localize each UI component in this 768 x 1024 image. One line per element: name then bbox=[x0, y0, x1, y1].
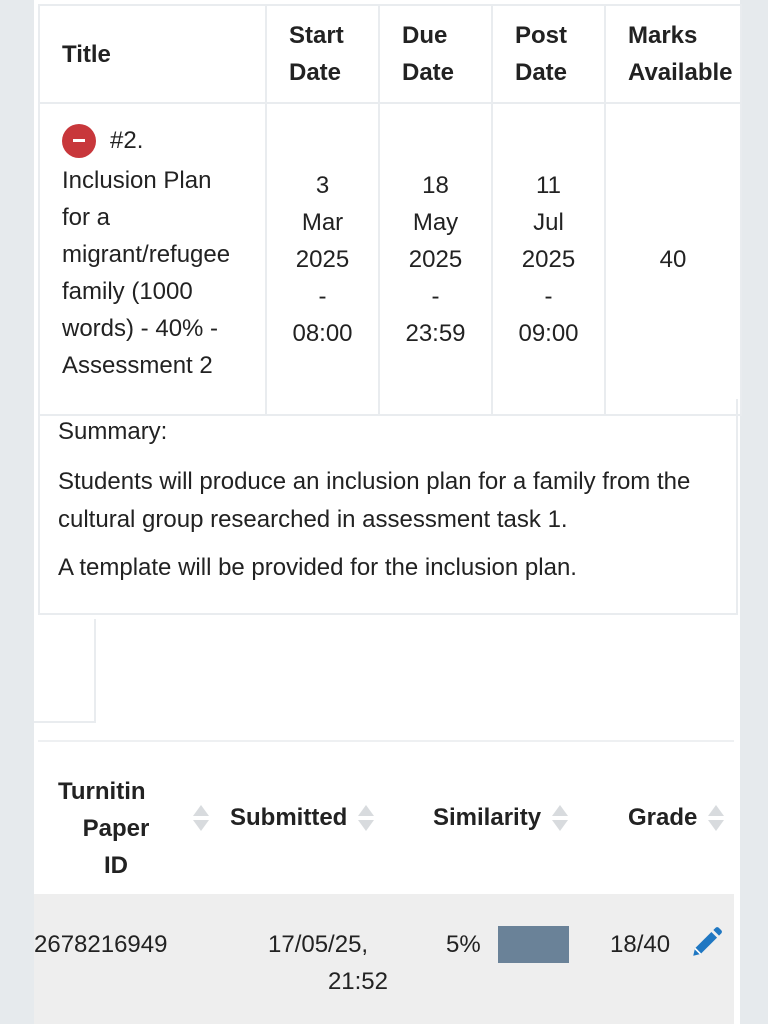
summary-label: Summary: bbox=[58, 418, 168, 445]
title-line: for a bbox=[62, 204, 111, 231]
post-time: 09:00 bbox=[518, 319, 579, 347]
header-grade[interactable] bbox=[628, 799, 725, 836]
submitted-value bbox=[268, 926, 388, 1000]
post-dash: - bbox=[544, 282, 553, 310]
empty-cell bbox=[34, 619, 96, 723]
submission-header-row bbox=[34, 762, 734, 894]
due-date-cell bbox=[379, 103, 492, 415]
start-year: 2025 bbox=[295, 245, 350, 273]
sort-icon[interactable] bbox=[357, 803, 375, 833]
start-month: Mar bbox=[301, 208, 344, 236]
marks-available-cell bbox=[605, 103, 741, 415]
due-year: 2025 bbox=[408, 245, 463, 273]
sort-icon[interactable] bbox=[551, 803, 569, 833]
header-due-line1: Due bbox=[402, 22, 448, 49]
due-time: 23:59 bbox=[405, 319, 466, 347]
header-paper-id[interactable] bbox=[56, 762, 196, 894]
due-month: May bbox=[412, 208, 459, 236]
similarity-report-bar[interactable] bbox=[498, 926, 569, 963]
title-line: Inclusion Plan bbox=[62, 167, 212, 194]
submitted-time: 21:52 bbox=[327, 968, 388, 995]
header-title-label: Title bbox=[62, 40, 111, 68]
header-due-line2: Date bbox=[402, 59, 455, 86]
assignment-header-row bbox=[39, 5, 741, 103]
submission-row[interactable] bbox=[34, 894, 734, 1024]
start-date-cell bbox=[266, 103, 379, 415]
pencil-icon[interactable] bbox=[689, 926, 723, 960]
title-line: words) - 40% - bbox=[62, 315, 219, 342]
assignment-title-cell bbox=[39, 103, 266, 415]
post-day: 11 bbox=[536, 171, 561, 199]
header-start-line1: Start bbox=[289, 22, 344, 49]
minus-circle-icon[interactable] bbox=[62, 124, 96, 158]
header-post-line2: Date bbox=[515, 59, 568, 86]
header-similarity-label: Similarity bbox=[433, 804, 542, 831]
title-line: family (1000 bbox=[62, 278, 193, 305]
title-line: migrant/refugee bbox=[62, 241, 231, 268]
header-title bbox=[39, 5, 266, 103]
paper-id-value: 2678216949 bbox=[34, 931, 168, 958]
start-dash: - bbox=[318, 282, 327, 310]
sort-icon[interactable] bbox=[707, 803, 725, 833]
similarity-value: 5% bbox=[446, 931, 481, 958]
title-line: Assessment 2 bbox=[62, 352, 213, 379]
start-day: 3 bbox=[315, 171, 330, 199]
post-year: 2025 bbox=[521, 245, 576, 273]
assignment-row bbox=[39, 103, 741, 415]
header-paper-id-line3: ID bbox=[104, 851, 128, 879]
header-submitted-label: Submitted bbox=[230, 804, 348, 831]
post-date-cell bbox=[492, 103, 605, 415]
post-month: Jul bbox=[533, 208, 564, 236]
header-paper-id-line2: Paper bbox=[82, 814, 150, 842]
assignment-number: #2. bbox=[110, 127, 144, 154]
header-marks-available bbox=[605, 5, 741, 103]
header-similarity[interactable] bbox=[433, 799, 569, 836]
assignment-table bbox=[38, 4, 742, 416]
due-day: 18 bbox=[422, 171, 449, 199]
header-due-date bbox=[379, 5, 492, 103]
header-post-date bbox=[492, 5, 605, 103]
header-marks-line1: Marks bbox=[628, 22, 698, 49]
header-post-line1: Post bbox=[515, 22, 568, 49]
summary-paragraph: Students will produce an inclusion plan for a family from the cultural group researched in assessment task 1. bbox=[58, 468, 691, 533]
header-start-line2: Date bbox=[289, 59, 342, 86]
summary-paragraph: A template will be provided for the inclusion plan. bbox=[58, 554, 577, 581]
right-gutter bbox=[740, 0, 768, 1024]
header-start-date bbox=[266, 5, 379, 103]
start-time: 08:00 bbox=[292, 319, 353, 347]
sort-icon[interactable] bbox=[192, 803, 210, 833]
header-paper-id-line1: Turnitin bbox=[58, 777, 146, 805]
header-marks-line2: Available bbox=[628, 59, 733, 86]
grade-value: 18/40 bbox=[610, 931, 671, 958]
header-submitted[interactable] bbox=[230, 799, 375, 836]
header-grade-label: Grade bbox=[628, 804, 698, 831]
marks-available-value: 40 bbox=[659, 245, 687, 273]
summary-panel bbox=[38, 399, 738, 615]
due-dash: - bbox=[431, 282, 440, 310]
submitted-date: 17/05/25, bbox=[268, 931, 369, 958]
divider bbox=[38, 740, 734, 742]
